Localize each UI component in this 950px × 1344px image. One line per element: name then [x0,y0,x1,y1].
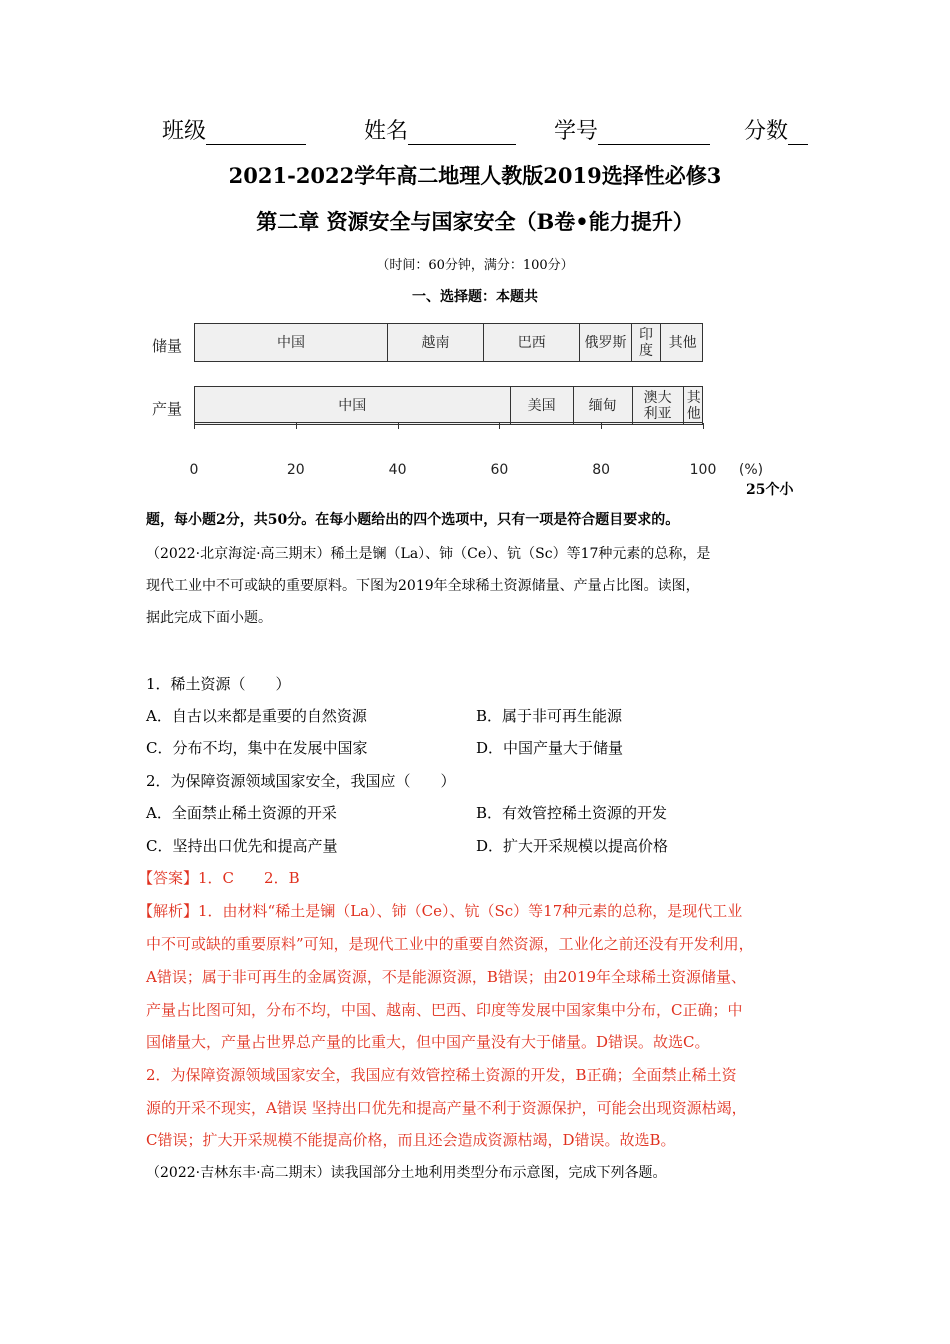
x-tick-1 [296,423,297,429]
production-segment-label-3: 澳大利亚 [643,389,672,422]
question-1-option-a: A．自古以来都是重要的自然资源 [146,707,367,725]
question-1-option-d: D．中国产量大于储量 [476,739,624,757]
intro-line-2: 现代工业中不可或缺的重要原料。下图为2019年全球稀土资源储量、产量占比图。读图， [146,578,700,594]
category-label-production: 产量 [152,400,183,418]
x-tick-label-5: 100 [689,462,717,478]
x-tick-4 [601,423,602,429]
student-id-field[interactable] [554,114,710,144]
x-tick-3 [499,423,500,429]
x-tick-label-3: 60 [490,462,509,478]
x-tick-2 [398,423,399,429]
name-field[interactable] [364,114,516,144]
question-1-option-c: C．分布不均，集中在发展中国家 [146,739,368,757]
class-field[interactable] [162,114,306,144]
title-line-2: 第二章 资源安全与国家安全（B卷•能力提升） [256,209,694,234]
production-segment-label-0: 中国 [338,397,367,414]
question-2-option-a: A．全面禁止稀土资源的开采 [146,804,337,822]
intro-line-3: 据此完成下面小题。 [146,610,272,626]
score-blank[interactable] [788,120,808,145]
analysis-line-2: 中不可或缺的重要原料”可知，是现代工业中的重要自然资源，工业化之前还没有开发利用， [146,935,754,953]
reserve-segment-label-0: 中国 [276,334,305,351]
production-segment-label-1: 美国 [527,397,556,414]
analysis-line-6: 2．为保障资源领域国家安全，我国应有效管控稀土资源的开发，B正确；全面禁止稀土资 [146,1066,737,1084]
name-blank[interactable] [408,120,516,145]
exam-info: （时间：60分钟，满分：100分） [376,258,574,273]
production-segment-label-4: 其他 [686,389,701,422]
category-label-reserve: 储量 [152,337,183,355]
x-tick-label-1: 20 [286,462,305,478]
class-blank[interactable] [206,120,306,145]
question-2-stem: 2．为保障资源领域国家安全，我国应（ ） [146,772,456,790]
x-axis-unit: (%) [738,462,764,478]
x-tick-label-2: 40 [388,462,407,478]
name-label: 姓名 [364,119,409,144]
section-title: 一、选择题：本题共 [412,289,538,305]
section-continued: 25个小 [746,482,794,498]
question-1-option-b: B．属于非可再生能源 [476,707,623,725]
answer-line: 【答案】1．C 2．B [138,869,300,887]
next-question-intro: （2022·吉林东丰·高二期末）读我国部分土地利用类型分布示意图，完成下列各题。 [146,1165,667,1181]
class-label: 班级 [162,119,207,144]
question-2-option-b: B．有效管控稀土资源的开发 [476,804,668,822]
x-tick-label-0: 0 [189,462,199,478]
student-id-label: 学号 [554,119,599,144]
score-field[interactable] [744,114,808,144]
reserve-segment-label-5: 其他 [668,334,697,351]
analysis-line-8: C错误；扩大开采规模不能提高价格，而且还会造成资源枯竭，D错误。故选B。 [146,1131,676,1149]
score-label: 分数 [744,119,789,144]
section-instructions: 题，每小题2分，共50分。在每小题给出的四个选项中，只有一项是符合题目要求的。 [146,512,680,528]
analysis-line-5: 国储量大，产量占世界总产量的比重大，但中国产量没有大于储量。D错误。故选C。 [146,1033,710,1051]
x-tick-5 [703,423,704,429]
analysis-line-1: 【解析】1．由材料“稀土是镧（La）、铈（Ce）、钪（Sc）等17种元素的总称，是现代工业 [138,902,743,920]
intro-line-1: （2022·北京海淀·高三期末）稀土是镧（La）、铈（Ce）、钪（Sc）等17种元素的总称，是 [146,546,711,562]
question-2-option-c: C．坚持出口优先和提高产量 [146,837,338,855]
x-tick-0 [194,423,195,429]
student-id-blank[interactable] [598,120,710,145]
title-line-1: 2021-2022学年高二地理人教版2019选择性必修3 [228,163,722,188]
question-2-option-d: D．扩大开采规模以提高价格 [476,837,669,855]
reserve-segment-label-2: 巴西 [517,334,546,351]
analysis-line-4: 产量占比图可知，分布不均，中国、越南、巴西、印度等发展中国家集中分布，C正确；中 [146,1001,743,1019]
production-segment-label-2: 缅甸 [588,397,617,414]
analysis-line-7: 源的开采不现实，A错误 坚持出口优先和提高产量不利于资源保护，可能会出现资源枯竭， [146,1099,747,1117]
reserve-segment-label-3: 俄罗斯 [584,334,627,351]
question-1-stem: 1．稀土资源（ ） [146,675,291,693]
rare-earth-chart [140,318,764,488]
x-tick-label-4: 80 [592,462,611,478]
reserve-segment-label-1: 越南 [421,334,450,351]
analysis-line-3: A错误；属于非可再生的金属资源，不是能源资源，B错误；由2019年全球稀土资源储量、 [146,968,747,986]
reserve-segment-label-4: 印度 [638,326,653,359]
